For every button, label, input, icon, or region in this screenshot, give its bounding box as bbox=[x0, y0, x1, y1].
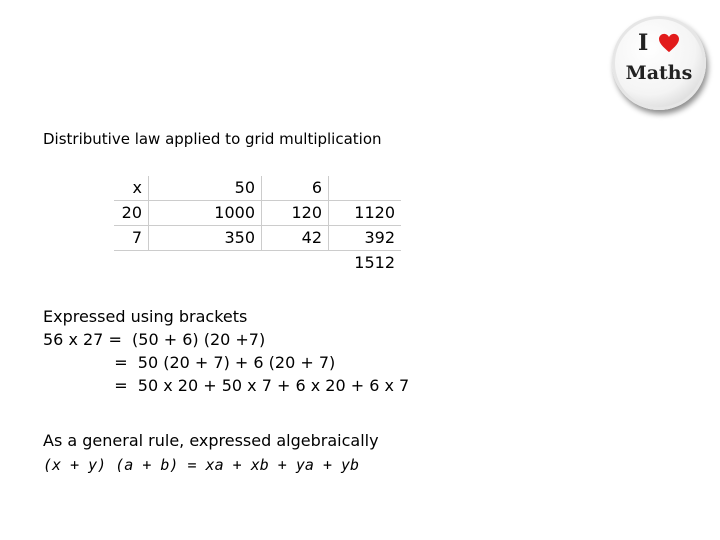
brackets-line: 56 x 27 = (50 + 6) (20 +7) bbox=[43, 330, 266, 349]
brackets-line: = 50 (20 + 7) + 6 (20 + 7) bbox=[43, 353, 336, 372]
grid-cell: 20 bbox=[114, 201, 149, 226]
heart-icon bbox=[658, 33, 680, 53]
grid-cell: 1120 bbox=[329, 201, 402, 226]
grid-row bbox=[114, 251, 401, 276]
grid-row bbox=[114, 176, 401, 201]
grid-cell bbox=[262, 251, 329, 276]
logo-text-maths: Maths bbox=[625, 62, 693, 84]
page-title: Distributive law applied to grid multiplication bbox=[43, 130, 382, 148]
grid-total-cell: 1512 bbox=[354, 253, 395, 272]
grid-cell: 7 bbox=[114, 226, 149, 251]
grid-cell: 6 bbox=[262, 176, 329, 201]
grid-row bbox=[114, 201, 401, 226]
grid-cell: 1000 bbox=[149, 201, 262, 226]
general-rule-section bbox=[43, 428, 379, 478]
algebraic-formula: (x + y) (a + b) = xa + xb + ya + yb bbox=[43, 456, 360, 474]
multiplication-grid bbox=[114, 176, 401, 275]
brackets-heading: Expressed using brackets bbox=[43, 307, 248, 326]
grid-cell bbox=[114, 251, 149, 276]
grid-cell: 42 bbox=[262, 226, 329, 251]
brackets-section bbox=[43, 305, 409, 397]
grid-cell bbox=[149, 251, 262, 276]
general-rule-heading: As a general rule, expressed algebraically bbox=[43, 431, 379, 450]
grid-row bbox=[114, 226, 401, 251]
grid-cell: 120 bbox=[262, 201, 329, 226]
grid-cell: 50 bbox=[149, 176, 262, 201]
i-love-maths-logo bbox=[612, 16, 706, 110]
grid-cell: 350 bbox=[149, 226, 262, 251]
brackets-line: = 50 x 20 + 50 x 7 + 6 x 20 + 6 x 7 bbox=[43, 376, 410, 395]
grid-cell bbox=[329, 176, 402, 201]
grid-cell: x bbox=[114, 176, 149, 201]
grid-cell: 392 bbox=[329, 226, 402, 251]
logo-text-i: I bbox=[638, 30, 649, 56]
